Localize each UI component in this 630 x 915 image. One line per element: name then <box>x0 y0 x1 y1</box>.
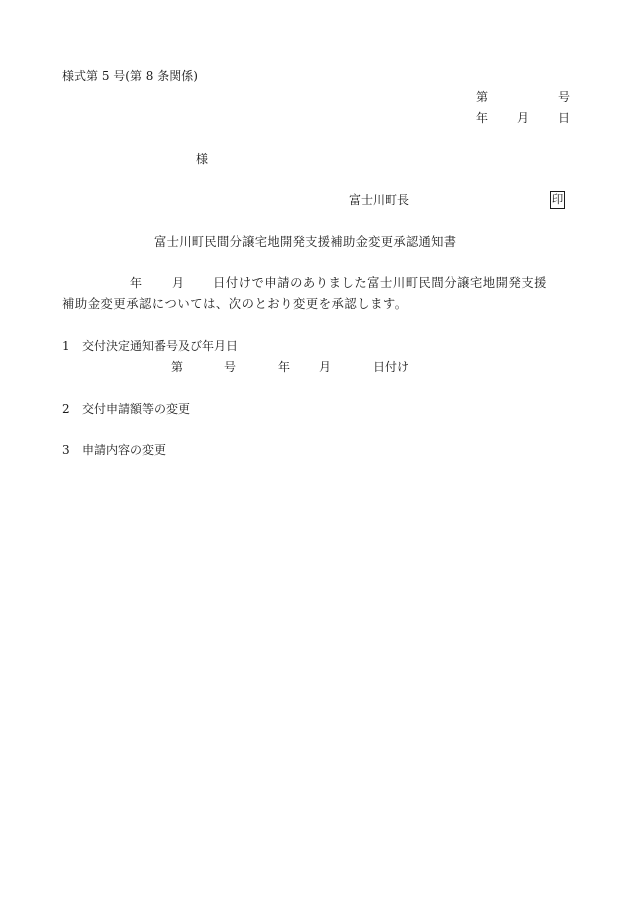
sender-name: 富士川町長 <box>349 193 410 207</box>
seal-mark <box>550 191 565 209</box>
item-1-detail-dai: 第 <box>171 360 184 374</box>
item-3-label: 申請内容の変更 <box>82 443 167 457</box>
body-year: 年 <box>130 276 143 290</box>
header-date-day: 日 <box>558 111 571 125</box>
item-1-detail-go: 号 <box>224 360 237 374</box>
body-line1-text: 日付けで申請のありました富士川町民間分譲宅地開発支援 <box>213 276 548 290</box>
document-title: 富士川町民間分譲宅地開発支援補助金変更承認通知書 <box>154 235 457 249</box>
item-1-detail-date-suffix: 日付け <box>373 360 410 374</box>
item-2-label: 交付申請額等の変更 <box>82 402 191 416</box>
item-2-number: 2 <box>62 402 70 416</box>
item-1-detail-year: 年 <box>278 360 291 374</box>
body-line2-text: 補助金変更承認については、次のとおり変更を承認します。 <box>62 297 408 311</box>
body-month: 月 <box>172 276 185 290</box>
header-number-dai: 第 <box>476 90 489 104</box>
addressee-suffix: 様 <box>196 152 209 166</box>
header-date-month: 月 <box>517 111 530 125</box>
header-number-go: 号 <box>558 90 571 104</box>
form-label: 様式第 5 号(第 8 条関係) <box>62 69 198 83</box>
seal-label: 印 <box>551 192 564 207</box>
item-3-number: 3 <box>62 443 70 457</box>
header-date-year: 年 <box>476 111 489 125</box>
item-1-label: 交付決定通知番号及び年月日 <box>82 339 239 353</box>
item-1-number: 1 <box>62 339 70 353</box>
item-1-detail-month: 月 <box>319 360 332 374</box>
